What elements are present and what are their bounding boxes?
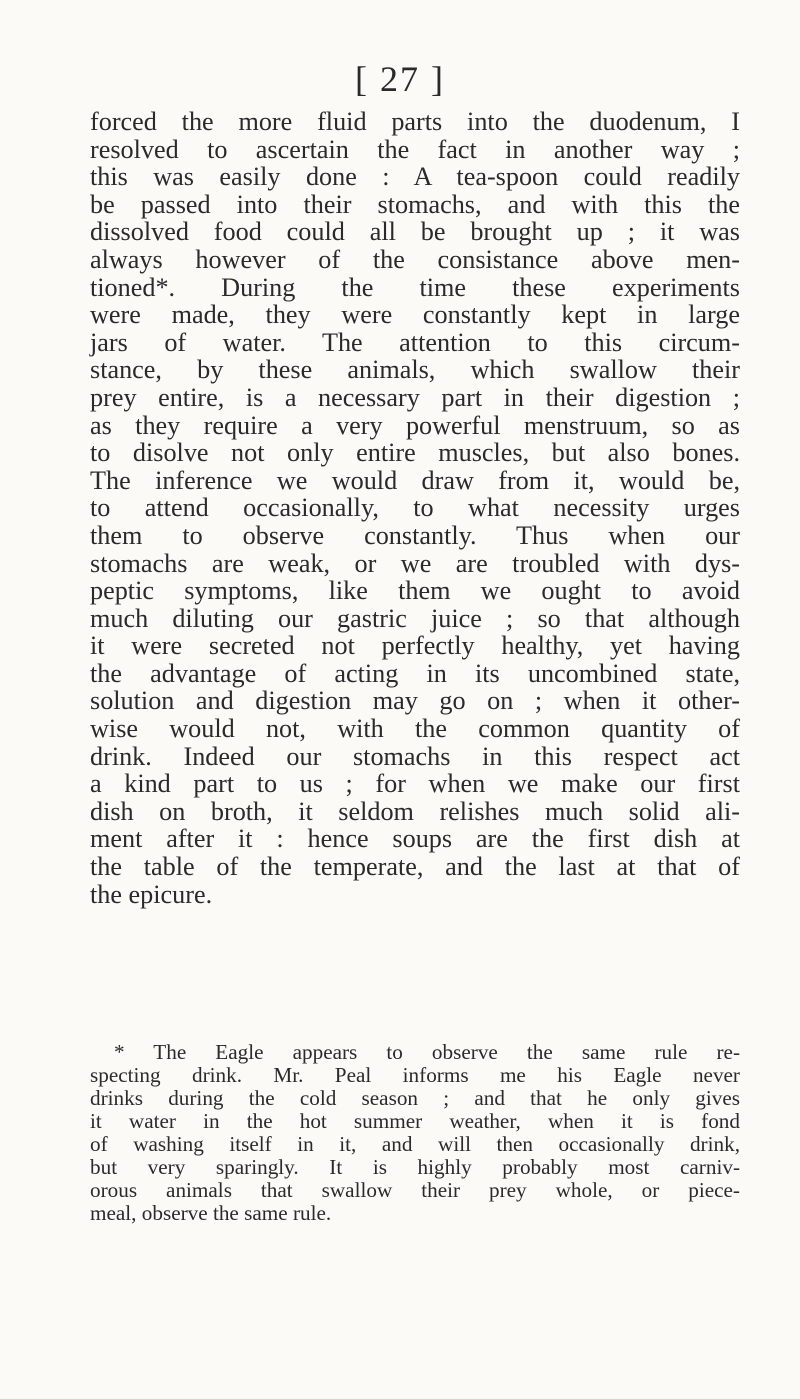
body-text bbox=[90, 108, 740, 908]
footnote-line: it water in the hot summer weather, when it is fond bbox=[90, 1109, 740, 1133]
footnote-line: but very sparingly. It is highly probably most carniv- bbox=[90, 1155, 740, 1179]
body-line: wise would not, with the common quantity of bbox=[90, 714, 740, 744]
footnote-line: of washing itself in it, and will then occasionally drink, bbox=[90, 1132, 740, 1156]
page-number-header: [ 27 ] bbox=[355, 59, 445, 99]
body-line: stomachs are weak, or we are troubled with dys- bbox=[90, 548, 740, 578]
footnote-line: meal, observe the same rule. bbox=[90, 1201, 332, 1225]
body-line: the epicure. bbox=[90, 879, 213, 909]
body-line: the table of the temperate, and the last at that of bbox=[90, 852, 740, 882]
body-line: them to observe constantly. Thus when our bbox=[90, 520, 740, 550]
body-line: the advantage of acting in its uncombined state, bbox=[90, 658, 740, 688]
body-line: this was easily done : A tea-spoon could readily bbox=[90, 162, 740, 192]
body-line: solution and digestion may go on ; when it other- bbox=[90, 686, 740, 716]
body-line: stance, by these animals, which swallow their bbox=[90, 355, 740, 385]
body-line: dish on broth, it seldom relishes much solid ali- bbox=[90, 796, 740, 826]
footnote-line: orous animals that swallow their prey whole, or piece- bbox=[90, 1178, 740, 1202]
body-line: much diluting our gastric juice ; so that although bbox=[90, 603, 740, 633]
body-line: to disolve not only entire muscles, but also bones. bbox=[90, 438, 740, 468]
body-line: dissolved food could all be brought up ; it was bbox=[90, 217, 740, 247]
body-line: resolved to ascertain the fact in another way ; bbox=[90, 134, 740, 164]
body-line: it were secreted not perfectly healthy, yet having bbox=[90, 631, 740, 661]
footnote-line: * The Eagle appears to observe the same rule re- bbox=[114, 1040, 740, 1064]
body-line: to attend occasionally, to what necessity urges bbox=[90, 493, 740, 523]
body-line: were made, they were constantly kept in large bbox=[90, 300, 740, 330]
body-line: a kind part to us ; for when we make our first bbox=[90, 769, 740, 799]
body-line: jars of water. The attention to this circum- bbox=[90, 327, 740, 357]
body-line: as they require a very powerful menstruum, so as bbox=[90, 410, 740, 440]
body-line: peptic symptoms, like them we ought to avoid bbox=[90, 576, 740, 606]
body-line: The inference we would draw from it, would be, bbox=[90, 465, 740, 495]
footnote-line: drinks during the cold season ; and that he only gives bbox=[90, 1086, 740, 1110]
body-line: drink. Indeed our stomachs in this respect act bbox=[90, 741, 740, 771]
body-line: prey entire, is a necessary part in their digestion ; bbox=[90, 382, 740, 412]
footnote-line: specting drink. Mr. Peal informs me his Eagle never bbox=[90, 1063, 740, 1087]
footnote bbox=[90, 1041, 740, 1225]
body-line: always however of the consistance above men- bbox=[90, 244, 740, 274]
body-line: forced the more fluid parts into the duodenum, I bbox=[90, 107, 740, 136]
body-line: tioned*. During the time these experiments bbox=[90, 272, 740, 302]
body-line: ment after it : hence soups are the first dish at bbox=[90, 824, 740, 854]
body-line: be passed into their stomachs, and with this the bbox=[90, 189, 740, 219]
